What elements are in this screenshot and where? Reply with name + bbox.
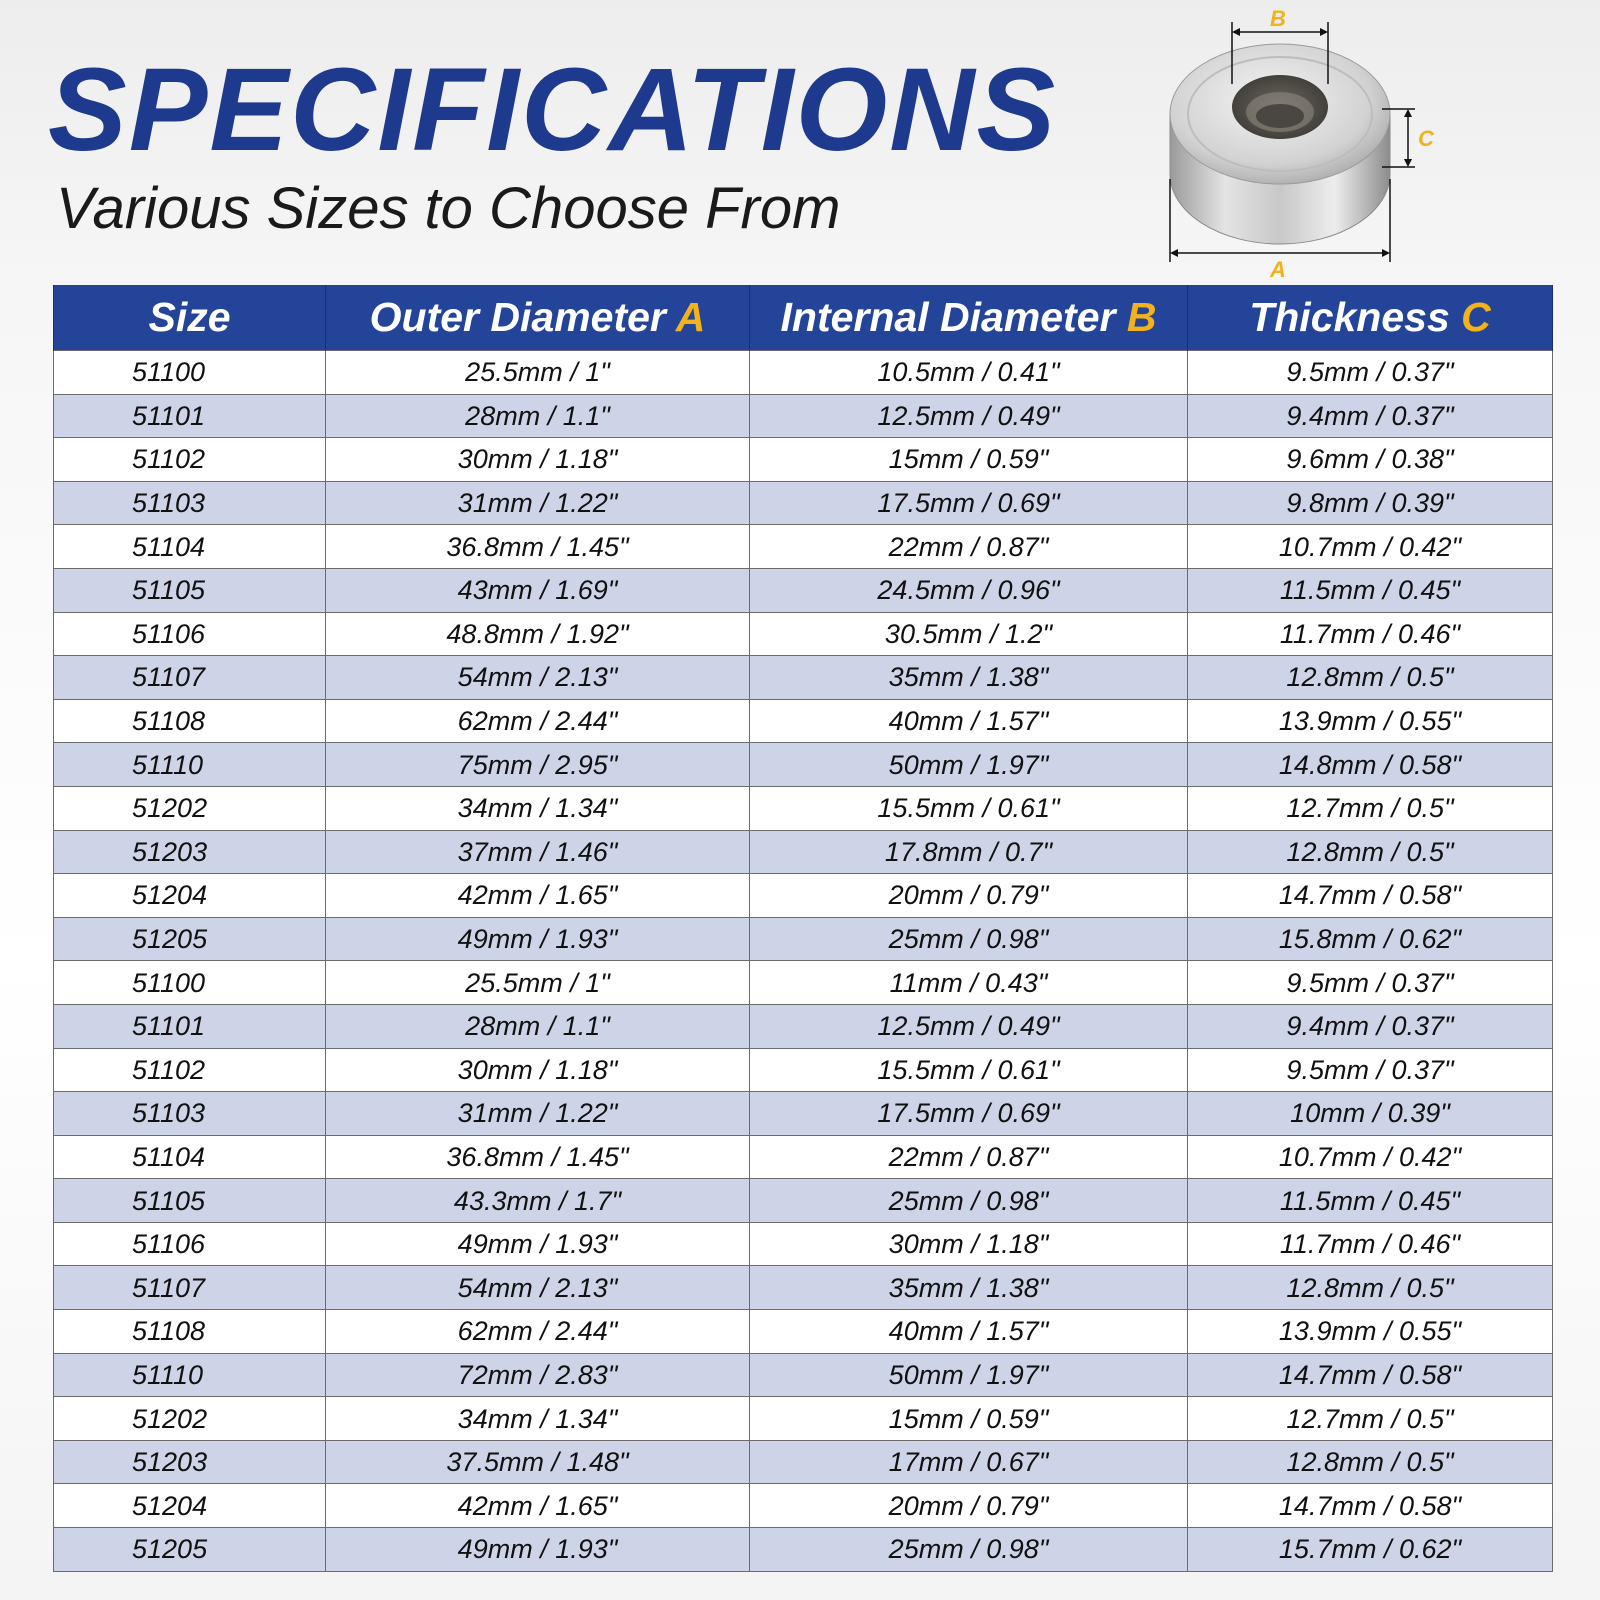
- table-row: [54, 1310, 1553, 1354]
- table-row: [54, 568, 1553, 612]
- cell-thickness: 10.7mm / 0.42": [1188, 525, 1553, 569]
- cell-internal-diameter: 20mm / 0.79": [750, 1484, 1188, 1528]
- cell-thickness: 14.8mm / 0.58": [1188, 743, 1553, 787]
- page-title: SPECIFICATIONS: [48, 44, 1058, 176]
- cell-size: 51203: [54, 830, 326, 874]
- cell-thickness: 14.7mm / 0.58": [1188, 874, 1553, 918]
- cell-thickness: 10mm / 0.39": [1188, 1092, 1553, 1136]
- table-row: [54, 1440, 1553, 1484]
- table-row: [54, 830, 1553, 874]
- cell-thickness: 9.8mm / 0.39": [1188, 481, 1553, 525]
- cell-size: 51107: [54, 1266, 326, 1310]
- cell-internal-diameter: 11mm / 0.43": [750, 961, 1188, 1005]
- table-row: [54, 1004, 1553, 1048]
- cell-internal-diameter: 24.5mm / 0.96": [750, 568, 1188, 612]
- dimension-c-label: C: [1418, 126, 1434, 151]
- cell-size: 51103: [54, 481, 326, 525]
- cell-outer-diameter: 31mm / 1.22": [326, 481, 750, 525]
- cell-size: 51103: [54, 1092, 326, 1136]
- cell-outer-diameter: 25.5mm / 1": [326, 961, 750, 1005]
- cell-outer-diameter: 43mm / 1.69": [326, 568, 750, 612]
- column-header-thickness: [1188, 285, 1553, 351]
- cell-internal-diameter: 17mm / 0.67": [750, 1440, 1188, 1484]
- table-row: [54, 1092, 1553, 1136]
- cell-thickness: 9.4mm / 0.37": [1188, 394, 1553, 438]
- cell-thickness: 9.5mm / 0.37": [1188, 961, 1553, 1005]
- table-row: [54, 1528, 1553, 1572]
- cell-outer-diameter: 49mm / 1.93": [326, 917, 750, 961]
- table-row: [54, 961, 1553, 1005]
- cell-internal-diameter: 10.5mm / 0.41": [750, 351, 1188, 395]
- cell-thickness: 12.8mm / 0.5": [1188, 1266, 1553, 1310]
- cell-internal-diameter: 17.5mm / 0.69": [750, 1092, 1188, 1136]
- cell-thickness: 13.9mm / 0.55": [1188, 699, 1553, 743]
- cell-outer-diameter: 48.8mm / 1.92": [326, 612, 750, 656]
- cell-internal-diameter: 25mm / 0.98": [750, 917, 1188, 961]
- cell-outer-diameter: 34mm / 1.34": [326, 786, 750, 830]
- cell-size: 51106: [54, 612, 326, 656]
- cell-size: 51102: [54, 1048, 326, 1092]
- cell-internal-diameter: 22mm / 0.87": [750, 1135, 1188, 1179]
- table-row: [54, 786, 1553, 830]
- cell-thickness: 11.5mm / 0.45": [1188, 568, 1553, 612]
- cell-internal-diameter: 40mm / 1.57": [750, 699, 1188, 743]
- cell-internal-diameter: 15mm / 0.59": [750, 438, 1188, 482]
- cell-outer-diameter: 42mm / 1.65": [326, 874, 750, 918]
- table-row: [54, 394, 1553, 438]
- cell-outer-diameter: 25.5mm / 1": [326, 351, 750, 395]
- cell-size: 51100: [54, 351, 326, 395]
- table-row: [54, 1484, 1553, 1528]
- cell-internal-diameter: 30.5mm / 1.2": [750, 612, 1188, 656]
- cell-outer-diameter: 49mm / 1.93": [326, 1528, 750, 1572]
- cell-size: 51203: [54, 1440, 326, 1484]
- cell-outer-diameter: 54mm / 2.13": [326, 1266, 750, 1310]
- cell-thickness: 14.7mm / 0.58": [1188, 1484, 1553, 1528]
- cell-outer-diameter: 72mm / 2.83": [326, 1353, 750, 1397]
- cell-size: 51105: [54, 568, 326, 612]
- table-row: [54, 525, 1553, 569]
- cell-size: 51202: [54, 1397, 326, 1441]
- table-row: [54, 612, 1553, 656]
- cell-size: 51100: [54, 961, 326, 1005]
- column-header-outer-diameter: [326, 285, 750, 351]
- cell-thickness: 10.7mm / 0.42": [1188, 1135, 1553, 1179]
- cell-thickness: 15.8mm / 0.62": [1188, 917, 1553, 961]
- cell-internal-diameter: 50mm / 1.97": [750, 743, 1188, 787]
- table-row: [54, 656, 1553, 700]
- table-row: [54, 1397, 1553, 1441]
- cell-thickness: 12.8mm / 0.5": [1188, 830, 1553, 874]
- column-header-outer-letter: A: [675, 294, 706, 340]
- cell-outer-diameter: 30mm / 1.18": [326, 438, 750, 482]
- column-header-size-label: Size: [148, 294, 231, 340]
- cell-internal-diameter: 50mm / 1.97": [750, 1353, 1188, 1397]
- cell-thickness: 14.7mm / 0.58": [1188, 1353, 1553, 1397]
- cell-thickness: 12.7mm / 0.5": [1188, 786, 1553, 830]
- cell-internal-diameter: 17.8mm / 0.7": [750, 830, 1188, 874]
- cell-size: 51205: [54, 917, 326, 961]
- table-row: [54, 1179, 1553, 1223]
- cell-outer-diameter: 28mm / 1.1": [326, 1004, 750, 1048]
- table-row: [54, 874, 1553, 918]
- cell-size: 51102: [54, 438, 326, 482]
- dimension-a-label: A: [1270, 257, 1286, 282]
- cell-internal-diameter: 12.5mm / 0.49": [750, 394, 1188, 438]
- cell-outer-diameter: 75mm / 2.95": [326, 743, 750, 787]
- cell-thickness: 9.5mm / 0.37": [1188, 351, 1553, 395]
- cell-internal-diameter: 30mm / 1.18": [750, 1222, 1188, 1266]
- table-row: [54, 743, 1553, 787]
- cell-size: 51110: [54, 1353, 326, 1397]
- cell-thickness: 9.5mm / 0.37": [1188, 1048, 1553, 1092]
- cell-outer-diameter: 49mm / 1.93": [326, 1222, 750, 1266]
- cell-thickness: 15.7mm / 0.62": [1188, 1528, 1553, 1572]
- cell-size: 51101: [54, 394, 326, 438]
- cell-internal-diameter: 40mm / 1.57": [750, 1310, 1188, 1354]
- cell-size: 51110: [54, 743, 326, 787]
- cell-thickness: 12.7mm / 0.5": [1188, 1397, 1553, 1441]
- cell-thickness: 9.6mm / 0.38": [1188, 438, 1553, 482]
- table-row: [54, 351, 1553, 395]
- cell-outer-diameter: 31mm / 1.22": [326, 1092, 750, 1136]
- cell-size: 51108: [54, 1310, 326, 1354]
- dimension-b-label: B: [1270, 6, 1286, 31]
- column-header-size: [54, 285, 326, 351]
- cell-internal-diameter: 20mm / 0.79": [750, 874, 1188, 918]
- cell-thickness: 11.5mm / 0.45": [1188, 1179, 1553, 1223]
- table-row: [54, 1135, 1553, 1179]
- cell-size: 51205: [54, 1528, 326, 1572]
- column-header-thickness-letter: C: [1461, 294, 1491, 340]
- cell-thickness: 12.8mm / 0.5": [1188, 1440, 1553, 1484]
- table-row: [54, 699, 1553, 743]
- table-row: [54, 1353, 1553, 1397]
- cell-outer-diameter: 54mm / 2.13": [326, 656, 750, 700]
- bearing-dimension-diagram: [1160, 4, 1460, 284]
- cell-thickness: 11.7mm / 0.46": [1188, 1222, 1553, 1266]
- cell-outer-diameter: 37.5mm / 1.48": [326, 1440, 750, 1484]
- cell-size: 51105: [54, 1179, 326, 1223]
- cell-internal-diameter: 25mm / 0.98": [750, 1528, 1188, 1572]
- cell-thickness: 11.7mm / 0.46": [1188, 612, 1553, 656]
- table-row: [54, 917, 1553, 961]
- cell-outer-diameter: 37mm / 1.46": [326, 830, 750, 874]
- specifications-table: [53, 285, 1553, 1572]
- column-header-internal-diameter: [750, 285, 1188, 351]
- cell-outer-diameter: 36.8mm / 1.45": [326, 1135, 750, 1179]
- cell-size: 51204: [54, 874, 326, 918]
- cell-outer-diameter: 62mm / 2.44": [326, 699, 750, 743]
- cell-size: 51101: [54, 1004, 326, 1048]
- cell-internal-diameter: 35mm / 1.38": [750, 656, 1188, 700]
- cell-size: 51204: [54, 1484, 326, 1528]
- thrust-bearing-image: [1170, 44, 1390, 244]
- column-header-outer-label: Outer Diameter: [369, 294, 666, 340]
- cell-outer-diameter: 62mm / 2.44": [326, 1310, 750, 1354]
- column-header-internal-label: Internal Diameter: [780, 294, 1116, 340]
- cell-size: 51108: [54, 699, 326, 743]
- table-body: [54, 351, 1553, 1572]
- column-header-internal-letter: B: [1126, 294, 1157, 340]
- cell-outer-diameter: 36.8mm / 1.45": [326, 525, 750, 569]
- table-row: [54, 1222, 1553, 1266]
- cell-outer-diameter: 42mm / 1.65": [326, 1484, 750, 1528]
- cell-size: 51202: [54, 786, 326, 830]
- cell-internal-diameter: 15mm / 0.59": [750, 1397, 1188, 1441]
- column-header-thickness-label: Thickness: [1249, 294, 1450, 340]
- table-row: [54, 438, 1553, 482]
- table-row: [54, 1266, 1553, 1310]
- cell-internal-diameter: 15.5mm / 0.61": [750, 786, 1188, 830]
- cell-thickness: 9.4mm / 0.37": [1188, 1004, 1553, 1048]
- cell-internal-diameter: 25mm / 0.98": [750, 1179, 1188, 1223]
- table-row: [54, 481, 1553, 525]
- cell-internal-diameter: 17.5mm / 0.69": [750, 481, 1188, 525]
- cell-outer-diameter: 34mm / 1.34": [326, 1397, 750, 1441]
- cell-thickness: 12.8mm / 0.5": [1188, 656, 1553, 700]
- table-row: [54, 1048, 1553, 1092]
- cell-size: 51107: [54, 656, 326, 700]
- cell-outer-diameter: 30mm / 1.18": [326, 1048, 750, 1092]
- cell-internal-diameter: 22mm / 0.87": [750, 525, 1188, 569]
- cell-thickness: 13.9mm / 0.55": [1188, 1310, 1553, 1354]
- cell-size: 51104: [54, 1135, 326, 1179]
- page-subtitle: Various Sizes to Choose From: [56, 176, 841, 241]
- cell-outer-diameter: 43.3mm / 1.7": [326, 1179, 750, 1223]
- cell-internal-diameter: 35mm / 1.38": [750, 1266, 1188, 1310]
- cell-size: 51104: [54, 525, 326, 569]
- cell-outer-diameter: 28mm / 1.1": [326, 394, 750, 438]
- cell-internal-diameter: 12.5mm / 0.49": [750, 1004, 1188, 1048]
- cell-internal-diameter: 15.5mm / 0.61": [750, 1048, 1188, 1092]
- table-header-row: [54, 285, 1553, 351]
- cell-size: 51106: [54, 1222, 326, 1266]
